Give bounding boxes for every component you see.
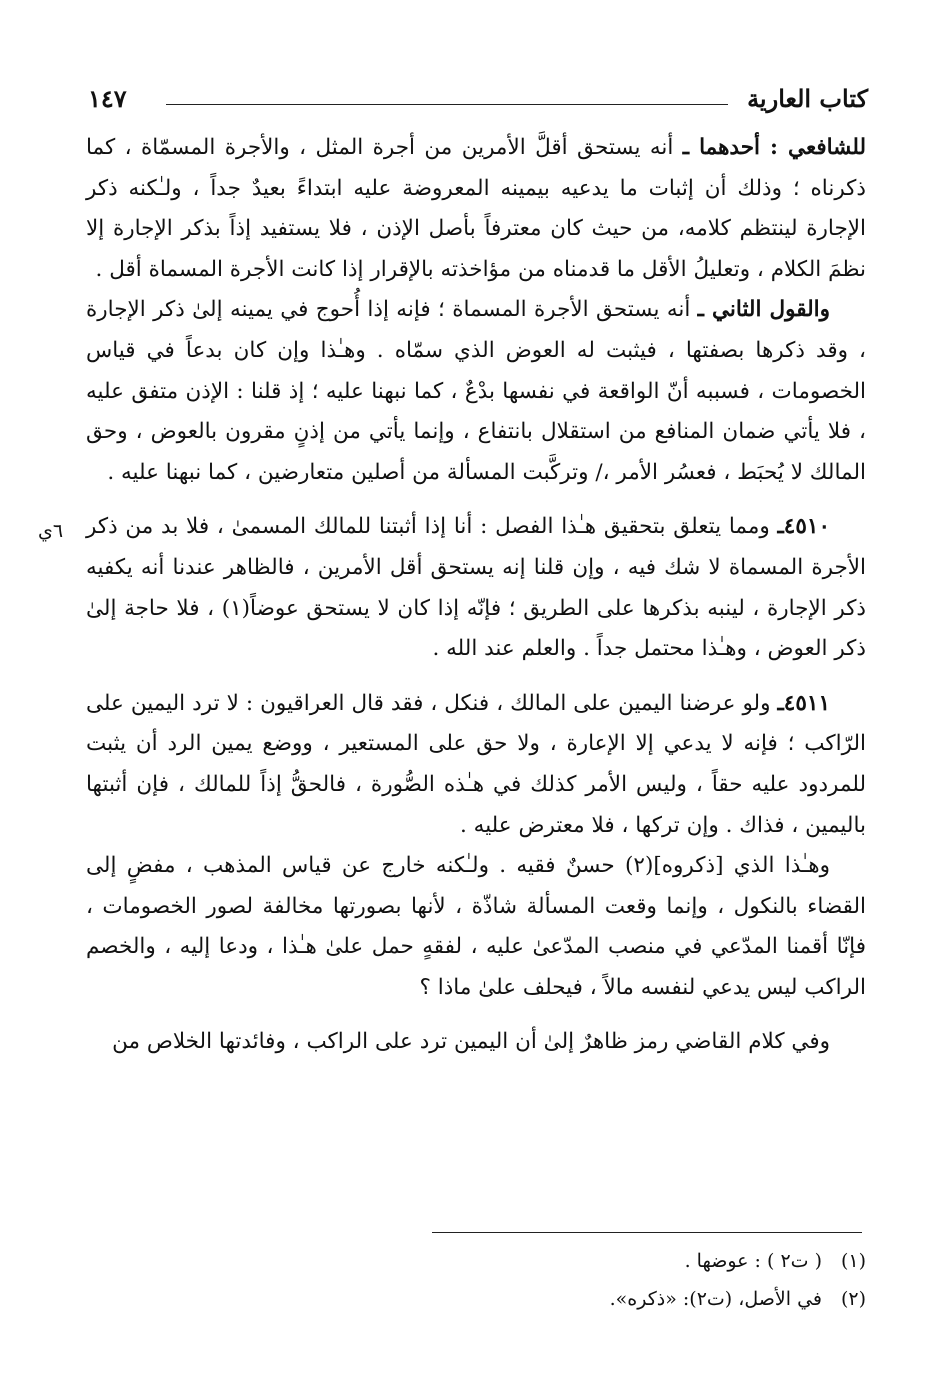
paragraph-4 (86, 684, 866, 846)
paragraph-text: وهـٰذا الذي [ذكروه](٢) حسنٌ فقيه . ولـٰكنه خارج عن قياس المذهب ، مفضٍ إلى القضاء بالنكول ، وإنما وقعت المسألة شاذّة ، لأنها بصورتها مخالفة لصور الخصومات ، فإنّا أقمنا المدّعي في منصب المدّعىٰ عليه ، لفقهٍ حمل علىٰ هـٰذا ، ودعا إليه ، والخصم الراكب ليس يدعي لنفسه مالاً ، فيحلف علىٰ ماذا ؟ (86, 853, 866, 1000)
footnote-text: ( ت٢ ) : عوضها . (684, 1250, 822, 1272)
paragraph-6 (86, 1022, 866, 1063)
footnote-rule (432, 1232, 862, 1233)
page-number: ١٤٧ (88, 84, 127, 113)
paragraph-text: أنه يستحق أقلَّ الأمرين من أجرة المثل ، والأجرة المسمّاة ، كما ذكرناه ؛ وذلك أن إثبات ما يدعيه بيمينه المعروضة عليه ابتداءً بعيدٌ جداً ، ولـٰكنه ذكر الإجارة لينتظم كلامه، من حيث كان معترفاً بأصل الإذن ، فلا يستفيد إذاً بذكر الإجارة إلا نظمَ الكلام ، وتعليلُ الأقل ما قدمناه من مؤاخذته بالإقرار إذا كانت الأجرة المسماة أقل . (86, 135, 866, 282)
paragraph-3 (86, 507, 866, 669)
footnote-mark: (٢) (840, 1288, 866, 1310)
margin-note: ٦ي (38, 520, 64, 542)
paragraph-2 (86, 290, 866, 493)
paragraph-lead: ٤٥١٠ـ (777, 514, 830, 540)
paragraph-text: أنه يستحق الأجرة المسماة ؛ فإنه إذا أُحوج في يمينه إلىٰ ذكر الإجارة ، وقد ذكرها بصفتها ، فيثبت له العوض الذي سمّاه . وهـٰذا وإن كان بدعاً في قياس الخصومات ، فسببه أنّ الواقعة في نفسها بدْعٌ ، كما نبهنا عليه ؛ إذ قلنا : الإذن متفق عليه ، فلا يأتي ضمان المنافع من استقلال بانتفاع ، وإنما يأتي من إذنٍ مقرون بالعوض ، وحق المالك لا يُحبَط ، فعسُر الأمر ،/ وتركَّبت المسألة من أصلين متعارضين ، كما نبهنا عليه . (86, 297, 866, 485)
footnote-1 (86, 1242, 866, 1280)
paragraph-text: وفي كلام القاضي رمز ظاهرٌ إلىٰ أن اليمين ترد على الراكب ، وفائدتها الخلاص من (112, 1029, 830, 1055)
header-rule (166, 104, 728, 105)
book-title: كتاب العارية (747, 84, 868, 113)
paragraph-5 (86, 846, 866, 1008)
footnote-mark: (١) (840, 1250, 866, 1272)
paragraph-text: ومما يتعلق بتحقيق هـٰذا الفصل : أنا إذا أثبتنا للمالك المسمىٰ ، فلا بد من ذكر الأجرة المسماة لا شك فيه ، وإن قلنا إنه يستحق أقل الأمرين ، فالظاهر عندنا أنه يكفيه ذكر الإجارة ، لينبه بذكرها على الطريق ؛ فإنّه إذا كان لا يستحق عوضاً(١) ، فلا حاجة إلىٰ ذكر العوض ، وهـٰذا محتمل جداً . والعلم عند الله . (86, 514, 867, 662)
paragraph-lead: والقول الثاني ـ (697, 297, 830, 323)
footnote-text: في الأصل، (ت٢): «ذكره». (609, 1288, 822, 1310)
page-header (88, 82, 868, 122)
footnotes (86, 1242, 866, 1318)
paragraph-text: ولو عرضنا اليمين على المالك ، فنكل ، فقد قال العراقيون : لا ترد اليمين على الرّاكب ؛ فإنه لا يدعي إلا الإعارة ، ولا حق على المستعير ، ووضع يمين الرد أن يثبت للمردود عليه حقاً ، وليس الأمر كذلك في هـٰذه الصُّورة ، فالحقُّ إذاً للمالك ، فإن أثبتها باليمين ، فذاك . وإن تركها ، فلا معترض عليه . (86, 690, 866, 838)
paragraph-lead: للشافعي : أحدهما ـ (682, 135, 866, 160)
paragraph-1 (86, 128, 866, 290)
body-text (86, 128, 866, 1063)
paragraph-lead: ٤٥١١ـ (777, 690, 830, 716)
footnote-2 (86, 1280, 866, 1318)
